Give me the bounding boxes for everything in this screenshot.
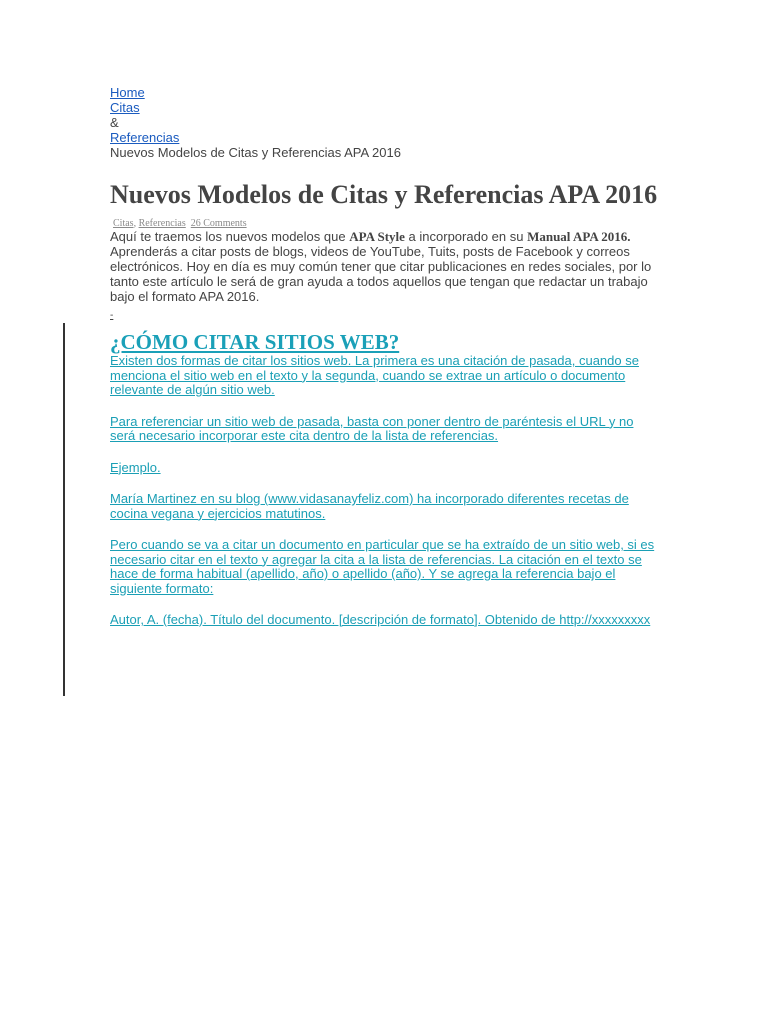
breadcrumb-separator: &: [110, 115, 119, 130]
section-heading[interactable]: ¿CÓMO CITAR SITIOS WEB?: [110, 330, 400, 354]
intro-text-3: Aprenderás a citar posts de blogs, videos de YouTube, Tuits, posts de Facebook y correos electrónicos. Hoy en día es muy común tener que citar publicaciones en redes sociales, por lo tanto este artículo le será de gran ayuda a todos aquellos que tengan que redactar un trabajo bajo el formato APA 2016.: [110, 244, 652, 304]
paragraph-4[interactable]: Pero cuando se va a citar un documento en particular que se ha extraído de un sitio web, si es necesario citar en el texto y agregar la cita a la lista de referencias. La citación en el texto se hace de forma habitual (apellido, año) o apellido (año). Y se agrega la referencia bajo el siguiente formato:: [110, 537, 655, 596]
category-citas-link[interactable]: Citas: [113, 218, 134, 229]
breadcrumb-current: Nuevos Modelos de Citas y Referencias APA 2016: [110, 145, 401, 160]
paragraph-3[interactable]: María Martinez en su blog (www.vidasanayfeliz.com) ha incorporado diferentes recetas de cocina vegana y ejercicios matutinos.: [110, 491, 629, 521]
intro-apa-style: APA Style: [349, 229, 405, 244]
breadcrumb-home-link[interactable]: Home: [110, 85, 145, 100]
category-referencias-link[interactable]: Referencias: [138, 218, 186, 229]
breadcrumb-citas-link[interactable]: Citas: [110, 100, 140, 115]
paragraph-1[interactable]: Existen dos formas de citar los sitios web. La primera es una citación de pasada, cuando se menciona el sitio web en el texto y la segunda, cuando se extrae un artículo o documento relevante de algún sitio web.: [110, 353, 639, 397]
comments-link[interactable]: 26 Comments: [190, 218, 247, 229]
category-separator: ,: [133, 218, 139, 229]
intro-paragraph: [110, 229, 662, 304]
reference-format[interactable]: Autor, A. (fecha). Título del documento. [descripción de formato]. Obtenido de http://xxxxxxxxx: [110, 612, 651, 627]
article-content: [110, 85, 662, 645]
intro-text-1: Aquí te traemos los nuevos modelos que: [110, 229, 350, 244]
dash-separator: -: [110, 310, 114, 321]
intro-text-2: a incorporado en su: [404, 229, 528, 244]
paragraph-2[interactable]: Para referenciar un sitio web de pasada, basta con poner dentro de paréntesis el URL y no será necesario incorporar este cita dentro de la lista de referencias.: [110, 413, 634, 443]
breadcrumb-referencias-link[interactable]: Referencias: [110, 130, 180, 145]
breadcrumb: [110, 85, 662, 160]
intro-manual-apa: Manual APA 2016.: [527, 229, 631, 244]
page-title: Nuevos Modelos de Citas y Referencias APA 2016: [110, 180, 658, 209]
post-meta: [113, 218, 662, 229]
paragraph-example-label[interactable]: Ejemplo.: [110, 459, 161, 475]
margin-bar: [63, 323, 65, 696]
